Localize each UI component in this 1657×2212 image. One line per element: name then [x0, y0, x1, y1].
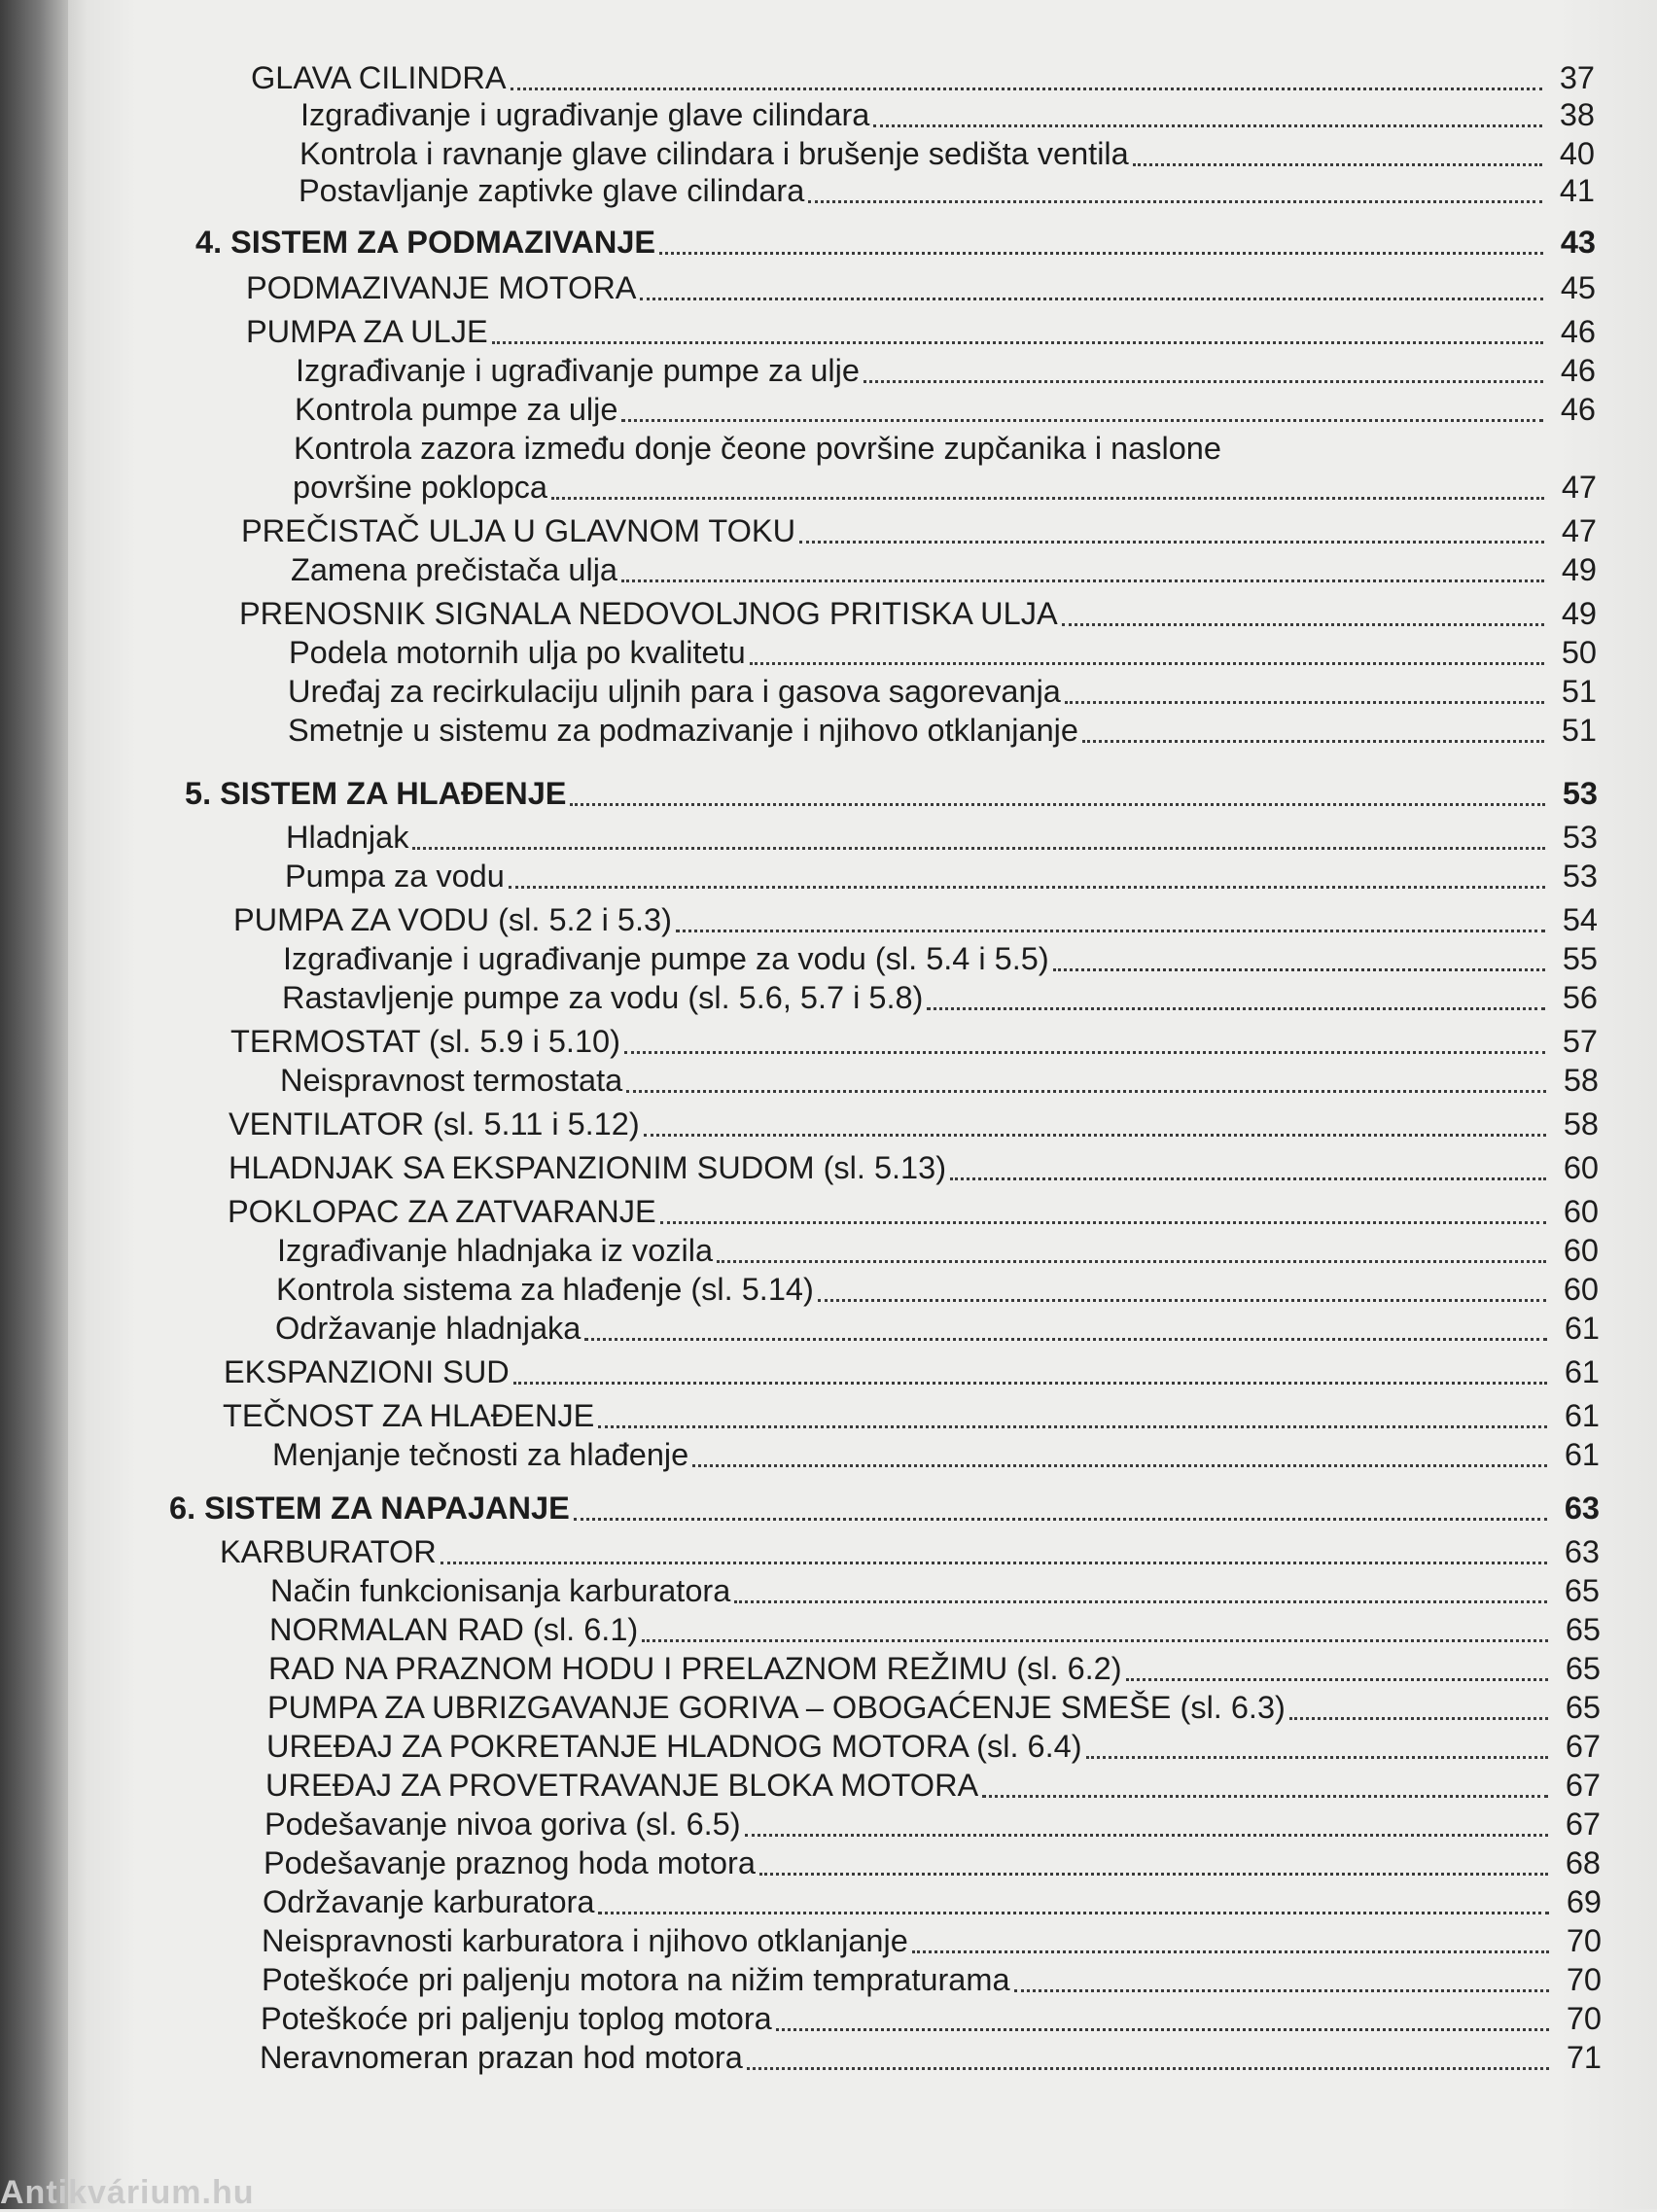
toc-entry-title: VENTILATOR (sl. 5.11 i 5.12)	[229, 1106, 640, 1141]
toc-entry-page-number: 68	[1565, 1845, 1601, 1880]
toc-entry	[277, 1226, 1599, 1269]
toc-entry	[296, 346, 1596, 389]
toc-entry-page-number: 63	[1564, 1491, 1600, 1526]
toc-entry-page-number: 53	[1562, 820, 1598, 855]
toc-entry-page-number: 67	[1565, 1807, 1601, 1842]
dot-leader	[509, 886, 1545, 889]
toc-entry-page-number: 47	[1561, 513, 1597, 548]
dot-leader	[598, 1425, 1547, 1428]
toc-entry-title: Izgrađivanje i ugrađivanje glave cilindara	[300, 97, 870, 132]
toc-entry-title: HLADNJAK SA EKSPANZIONIM SUDOM (sl. 5.13)	[229, 1150, 947, 1185]
dot-leader	[598, 1912, 1549, 1914]
toc-entry	[230, 1017, 1598, 1060]
toc-entry	[264, 1839, 1601, 1881]
toc-entry-page-number: 43	[1560, 225, 1596, 260]
dot-leader	[717, 1260, 1546, 1263]
toc-entry-page-number: 55	[1562, 941, 1598, 976]
toc-entry-title: PREČISTAČ ULJA U GLAVNOM TOKU	[241, 513, 796, 548]
toc-entry-page-number: 61	[1564, 1311, 1600, 1346]
dot-leader	[574, 1518, 1547, 1521]
toc-entry	[283, 934, 1598, 977]
toc-entry-title: Kontrola zazora između donje čeone površine zupčanika i naslone	[294, 431, 1221, 466]
dot-leader	[644, 1134, 1546, 1137]
toc-entry	[224, 1348, 1600, 1390]
toc-entry	[270, 1566, 1600, 1609]
toc-entry-title: Hladnjak	[286, 820, 409, 855]
toc-entry-title: Smetnje u sistemu za podmazivanje i njihovo otklanjanje	[288, 713, 1078, 748]
toc-entry	[293, 463, 1597, 506]
toc-entry-title: Način funkcionisanja karburatora	[270, 1573, 731, 1608]
toc-entry	[229, 1143, 1599, 1186]
toc-entry-title: Izgrađivanje hladnjaka iz vozila	[277, 1233, 714, 1268]
toc-entry	[288, 667, 1597, 710]
toc-entry-page-number: 51	[1561, 674, 1597, 709]
dot-leader	[1289, 1717, 1548, 1720]
toc-entry-title: RAD NA PRAZNOM HODU I PRELAZNOM REŽIMU (sl. 6.2)	[268, 1651, 1122, 1686]
toc-entry	[229, 1100, 1599, 1142]
toc-entry-title: UREĐAJ ZA PROVETRAVANJE BLOKA MOTORA	[265, 1768, 979, 1803]
toc-entry	[195, 218, 1596, 261]
toc-entry-title: Kontrola i ravnanje glave cilindara i brušenje sedišta ventila	[300, 136, 1129, 171]
toc-entry	[291, 545, 1597, 588]
dot-leader	[808, 200, 1542, 203]
dot-leader	[1082, 740, 1544, 743]
toc-entry	[265, 1761, 1601, 1804]
toc-entry-title: Izgrađivanje i ugrađivanje pumpe za vodu (sl. 5.4 i 5.5)	[283, 941, 1049, 976]
dot-leader	[950, 1177, 1546, 1180]
dot-leader	[745, 1834, 1548, 1837]
toc-entry-title: 6. SISTEM ZA NAPAJANJE	[169, 1491, 570, 1526]
toc-entry-title: Neispravnost termostata	[280, 1063, 623, 1098]
toc-entry	[300, 90, 1595, 133]
toc-entry	[223, 1391, 1600, 1434]
toc-entry	[272, 1430, 1600, 1473]
toc-entry	[286, 813, 1598, 856]
toc-entry	[268, 1644, 1601, 1687]
toc-entry-title: Poteškoće pri paljenju motora na nižim tempraturama	[262, 1962, 1010, 1997]
toc-entry-title: PUMPA ZA VODU (sl. 5.2 i 5.3)	[233, 902, 672, 937]
toc-entry-page-number: 65	[1565, 1651, 1601, 1686]
toc-entry-page-number: 60	[1563, 1194, 1599, 1229]
toc-entry-title: Kontrola pumpe za ulje	[295, 392, 618, 427]
toc-entry	[241, 507, 1597, 549]
toc-entry-page-number: 46	[1560, 392, 1596, 427]
toc-entry	[269, 1605, 1601, 1648]
toc-entry-page-number: 46	[1560, 314, 1596, 349]
toc-entry-title: Pumpa za vodu	[285, 859, 505, 894]
dot-leader	[551, 497, 1544, 500]
toc-entry-page-number: 70	[1566, 1923, 1602, 1958]
dot-leader	[640, 298, 1543, 300]
toc-entry-title: Neispravnosti karburatora i njihovo otklanjanje	[262, 1923, 908, 1958]
toc-entry	[261, 1994, 1602, 2037]
toc-entry-title: PRENOSNIK SIGNALA NEDOVOLJNOG PRITISKA ULJA	[239, 596, 1058, 631]
toc-entry	[275, 1304, 1600, 1347]
dot-leader	[660, 1221, 1546, 1224]
toc-entry	[267, 1683, 1601, 1726]
dot-leader	[799, 541, 1544, 544]
toc-entry-title: KARBURATOR	[220, 1534, 437, 1569]
toc-entry-page-number: 61	[1564, 1398, 1600, 1433]
toc-entry-page-number: 70	[1566, 2001, 1602, 2036]
toc-entry-title: Održavanje karburatora	[263, 1884, 595, 1919]
toc-entry-page-number: 45	[1560, 270, 1596, 305]
dot-leader	[982, 1795, 1548, 1798]
toc-entry	[280, 1056, 1599, 1099]
toc-entry-title: UREĐAJ ZA POKRETANJE HLADNOG MOTORA (sl. 6.4)	[266, 1729, 1082, 1764]
dot-leader	[412, 847, 1545, 850]
toc-entry	[228, 1187, 1599, 1230]
toc-entry-title: NORMALAN RAD (sl. 6.1)	[269, 1612, 639, 1647]
dot-leader	[570, 803, 1545, 806]
watermark: Antikvárium.hu	[0, 2174, 255, 2211]
dot-leader	[927, 1007, 1545, 1010]
dot-leader	[1126, 1678, 1548, 1681]
dot-leader	[1053, 968, 1545, 971]
toc-entry	[263, 1878, 1602, 1920]
toc-entry-page-number: 60	[1563, 1272, 1599, 1307]
toc-entry	[264, 1800, 1601, 1843]
toc-entry-page-number: 60	[1563, 1150, 1599, 1185]
toc-entry-title: Kontrola sistema za hlađenje (sl. 5.14)	[276, 1272, 814, 1307]
dot-leader	[864, 380, 1543, 383]
toc-entry	[239, 589, 1597, 632]
toc-entry	[266, 1722, 1601, 1765]
toc-entry	[285, 852, 1598, 895]
toc-entry-page-number: 58	[1563, 1106, 1599, 1141]
dot-leader	[642, 1639, 1548, 1642]
dot-leader	[621, 419, 1543, 422]
dot-leader	[441, 1562, 1547, 1564]
dot-leader	[818, 1299, 1546, 1302]
toc-entry-page-number: 49	[1561, 596, 1597, 631]
dot-leader	[513, 1382, 1547, 1385]
toc-entry	[262, 1955, 1602, 1998]
toc-entry-title: Podela motornih ulja po kvalitetu	[289, 635, 746, 670]
toc-entry-title: POKLOPAC ZA ZATVARANJE	[228, 1194, 656, 1229]
toc-entry	[289, 628, 1597, 671]
dot-leader	[676, 930, 1545, 932]
toc-entry-title: Menjanje tečnosti za hlađenje	[272, 1437, 689, 1472]
toc-entry	[246, 307, 1596, 350]
toc-entry-page-number: 53	[1562, 776, 1598, 811]
toc-entry-page-number: 47	[1561, 470, 1597, 505]
toc-entry-page-number: 37	[1559, 60, 1595, 95]
toc-entry-page-number: 46	[1560, 353, 1596, 388]
toc-entry	[233, 895, 1598, 938]
toc-entry-page-number: 58	[1563, 1063, 1599, 1098]
dot-leader	[759, 1873, 1548, 1876]
toc-entry	[288, 706, 1597, 749]
toc-entry-page-number: 50	[1561, 635, 1597, 670]
dot-leader	[747, 2067, 1549, 2070]
toc-entry	[185, 769, 1598, 812]
toc-entry-page-number: 65	[1565, 1612, 1601, 1647]
toc-entry	[220, 1527, 1600, 1570]
toc-entry-page-number: 57	[1562, 1024, 1598, 1059]
toc-entry-page-number: 70	[1566, 1962, 1602, 1997]
toc-entry-page-number: 41	[1559, 173, 1595, 208]
toc-entry	[295, 385, 1596, 428]
toc-entry-page-number: 51	[1561, 713, 1597, 748]
toc-entry-title: 5. SISTEM ZA HLAĐENJE	[185, 776, 567, 811]
toc-entry-title: Podešavanje praznog hoda motora	[264, 1845, 756, 1880]
toc-entry	[260, 2033, 1602, 2076]
dot-leader	[584, 1338, 1547, 1341]
dot-leader	[750, 662, 1544, 665]
toc-entry-page-number: 65	[1565, 1690, 1601, 1725]
toc-entry-title: Zamena prečistača ulja	[291, 552, 617, 587]
toc-entry-page-number: 60	[1563, 1233, 1599, 1268]
toc-entry-page-number: 67	[1565, 1729, 1601, 1764]
toc-entry-title: TERMOSTAT (sl. 5.9 i 5.10)	[230, 1024, 620, 1059]
toc-entry-title: Uređaj za recirkulaciju uljnih para i gasova sagorevanja	[288, 674, 1061, 709]
toc-entry-title: EKSPANZIONI SUD	[224, 1354, 510, 1389]
dot-leader	[1065, 701, 1544, 704]
dot-leader	[776, 2028, 1549, 2031]
toc-entry	[282, 973, 1598, 1016]
dot-leader	[621, 579, 1544, 582]
toc-entry-title: TEČNOST ZA HLAĐENJE	[223, 1398, 595, 1433]
toc-entry-page-number: 65	[1564, 1573, 1600, 1608]
toc-entry-title: PUMPA ZA UBRIZGAVANJE GORIVA – OBOGAĆENJE SMEŠE (sl. 6.3)	[267, 1690, 1286, 1725]
dot-leader	[624, 1051, 1545, 1054]
dot-leader	[734, 1600, 1547, 1603]
toc-entry	[276, 1265, 1599, 1308]
toc-entry	[262, 1916, 1602, 1959]
toc-entry-page-number: 61	[1564, 1354, 1600, 1389]
toc-entry-page-number: 61	[1564, 1437, 1600, 1472]
toc-entry-title: Neravnomeran prazan hod motora	[260, 2040, 743, 2075]
dot-leader	[1062, 623, 1544, 626]
toc-entry-title: površine poklopca	[293, 470, 547, 505]
toc-entry-title: GLAVA CILINDRA	[251, 60, 507, 95]
toc-entry-title: PUMPA ZA ULJE	[246, 314, 488, 349]
toc-entry-page-number: 71	[1566, 2040, 1602, 2075]
dot-leader	[659, 252, 1543, 255]
toc-entry-title: Postavljanje zaptivke glave cilindara	[299, 173, 805, 208]
dot-leader	[873, 124, 1542, 127]
toc-entry-title: Poteškoće pri paljenju toplog motora	[261, 2001, 772, 2036]
dot-leader	[1086, 1756, 1548, 1759]
toc-entry-title: Podešavanje nivoa goriva (sl. 6.5)	[264, 1807, 741, 1842]
toc-entry-page-number: 40	[1559, 136, 1595, 171]
toc-entry-page-number: 38	[1559, 97, 1595, 132]
dot-leader	[492, 341, 1543, 344]
toc-entry-title: Održavanje hladnjaka	[275, 1311, 582, 1346]
toc-entry	[246, 263, 1596, 306]
dot-leader	[626, 1090, 1546, 1093]
dot-leader	[1014, 1989, 1549, 1992]
dot-leader	[912, 1950, 1549, 1953]
toc-entry-page-number: 63	[1564, 1534, 1600, 1569]
toc-entry-page-number: 56	[1562, 980, 1598, 1015]
toc-entry	[299, 166, 1595, 209]
toc-entry-page-number: 67	[1565, 1768, 1601, 1803]
toc-entry	[294, 424, 1596, 467]
toc-entry-title: Izgrađivanje i ugrađivanje pumpe za ulje	[296, 353, 860, 388]
toc-entry-title: 4. SISTEM ZA PODMAZIVANJE	[195, 225, 656, 260]
toc-entry-page-number: 53	[1562, 859, 1598, 894]
toc-entry-page-number: 69	[1566, 1884, 1602, 1919]
toc-entry-title: Rastavljenje pumpe za vodu (sl. 5.6, 5.7 i 5.8)	[282, 980, 924, 1015]
toc-entry	[169, 1484, 1600, 1527]
toc-entry-page-number: 54	[1562, 902, 1598, 937]
toc-entry-page-number: 49	[1561, 552, 1597, 587]
toc-entry-title: PODMAZIVANJE MOTORA	[246, 270, 637, 305]
dot-leader	[692, 1464, 1547, 1467]
